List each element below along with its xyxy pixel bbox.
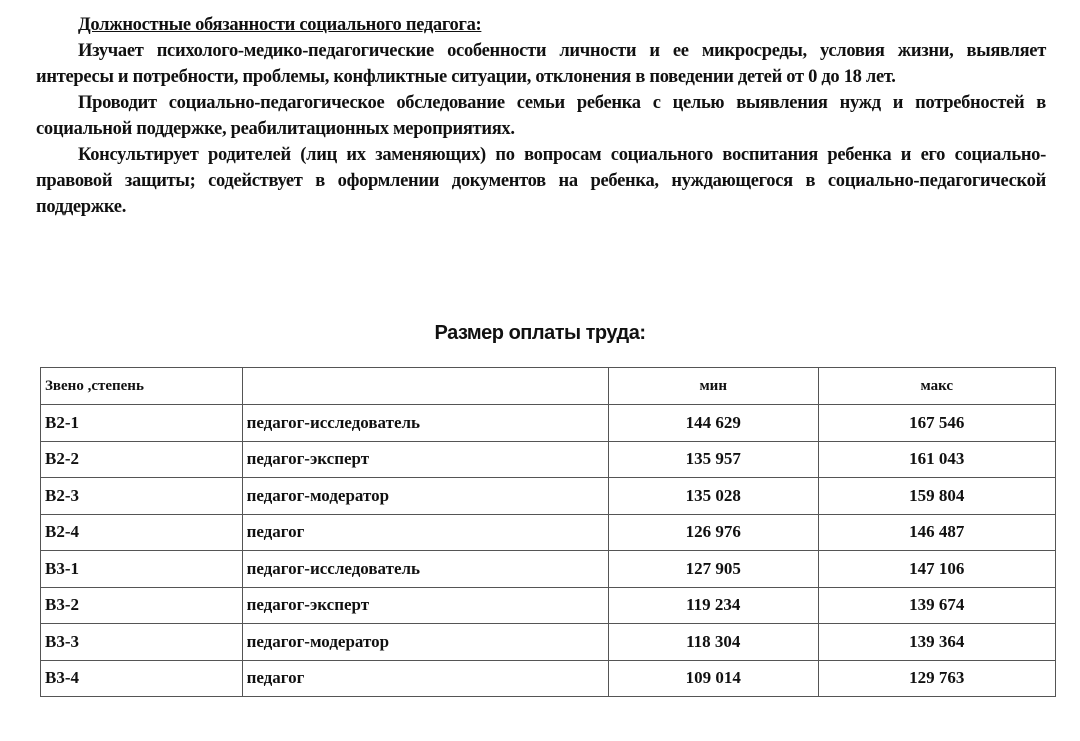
duties-paragraph: Изучает психолого-медико-педагогические особенности личности и ее микросреды, условия жизни, выявляет интересы и потребности, проблемы, конфликтные ситуации, отклонения в поведении детей от 0 до 18 лет. <box>36 41 1046 87</box>
cell-min: 135 957 <box>608 441 818 478</box>
cell-max: 129 763 <box>818 660 1055 697</box>
duties-section <box>36 12 1046 220</box>
table-row <box>41 587 1056 624</box>
table-row <box>41 405 1056 442</box>
table-row <box>41 478 1056 515</box>
cell-grade: В3-4 <box>41 660 243 697</box>
table-header-row <box>41 368 1056 405</box>
cell-min: 118 304 <box>608 624 818 661</box>
cell-max: 146 487 <box>818 514 1055 551</box>
cell-position: педагог-исследователь <box>242 551 608 588</box>
cell-grade: В2-4 <box>41 514 243 551</box>
cell-min: 126 976 <box>608 514 818 551</box>
duties-heading: Должностные обязанности социального педагога: <box>78 15 482 35</box>
cell-position: педагог-модератор <box>242 624 608 661</box>
cell-grade: В2-3 <box>41 478 243 515</box>
cell-min: 144 629 <box>608 405 818 442</box>
cell-min: 119 234 <box>608 587 818 624</box>
table-row <box>41 660 1056 697</box>
cell-max: 161 043 <box>818 441 1055 478</box>
table-row <box>41 514 1056 551</box>
cell-max: 139 674 <box>818 587 1055 624</box>
cell-position: педагог <box>242 660 608 697</box>
cell-grade: В3-3 <box>41 624 243 661</box>
cell-grade: В2-1 <box>41 405 243 442</box>
cell-max: 147 106 <box>818 551 1055 588</box>
cell-position: педагог-исследователь <box>242 405 608 442</box>
header-grade: Звено ,степень <box>41 368 243 405</box>
cell-max: 139 364 <box>818 624 1055 661</box>
cell-grade: В2-2 <box>41 441 243 478</box>
salary-table <box>40 367 1056 697</box>
table-row <box>41 624 1056 661</box>
table-row <box>41 551 1056 588</box>
cell-position: педагог-модератор <box>242 478 608 515</box>
cell-max: 167 546 <box>818 405 1055 442</box>
header-position <box>242 368 608 405</box>
header-min: мин <box>608 368 818 405</box>
cell-grade: В3-1 <box>41 551 243 588</box>
header-max: макс <box>818 368 1055 405</box>
salary-title: Размер оплаты труда: <box>434 322 646 344</box>
duties-paragraph: Консультирует родителей (лиц их заменяющих) по вопросам социального воспитания ребенка и его социально-правовой защиты; содействует в оформлении документов на ребенка, нуждающегося в социально-педагогической поддержке. <box>36 145 1046 217</box>
cell-position: педагог <box>242 514 608 551</box>
cell-min: 135 028 <box>608 478 818 515</box>
cell-min: 109 014 <box>608 660 818 697</box>
cell-max: 159 804 <box>818 478 1055 515</box>
cell-position: педагог-эксперт <box>242 441 608 478</box>
table-row <box>41 441 1056 478</box>
cell-position: педагог-эксперт <box>242 587 608 624</box>
cell-grade: В3-2 <box>41 587 243 624</box>
cell-min: 127 905 <box>608 551 818 588</box>
duties-paragraph: Проводит социально-педагогическое обследование семьи ребенка с целью выявления нужд и потребностей в социальной поддержке, реабилитационных мероприятиях. <box>36 93 1046 139</box>
